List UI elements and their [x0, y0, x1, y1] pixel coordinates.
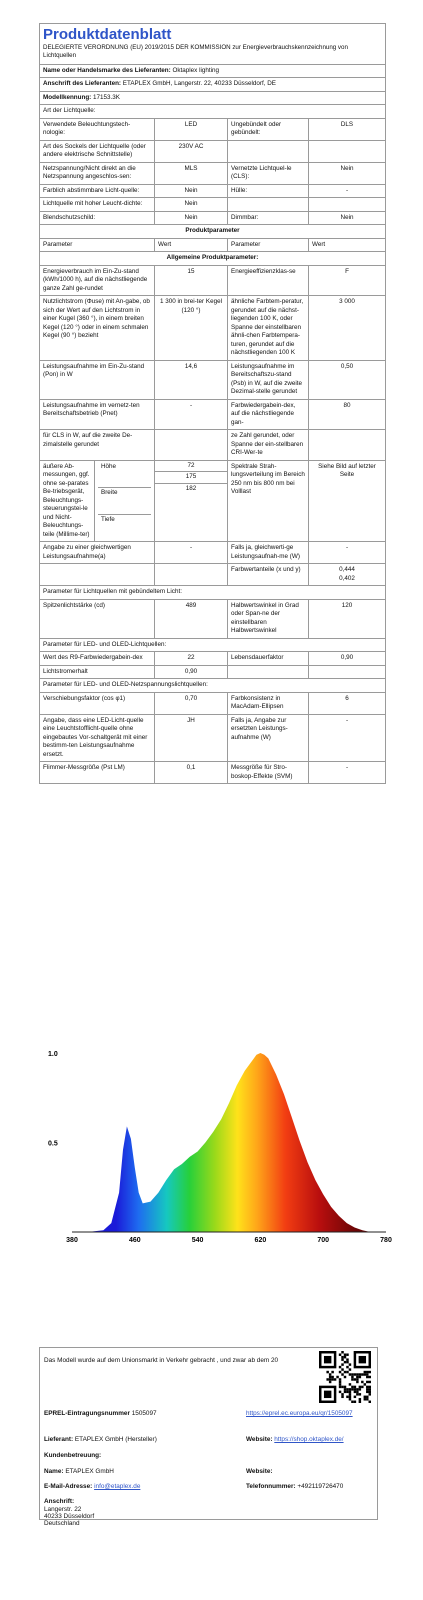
- focused-header: Parameter für Lichtquellen mit gebündeltem Licht:: [40, 585, 385, 599]
- param-label-2: Farbwiedergabein-dex, auf die nächstliegende gan-: [227, 400, 308, 430]
- dim-depth-value: 182: [155, 483, 227, 495]
- param-label: Verschiebungsfaktor (cos φ1): [43, 694, 126, 702]
- x-tick-label: 700: [317, 1237, 330, 1244]
- service-label: Kundenbetreuung:: [44, 1452, 102, 1459]
- focused-param-row: [40, 599, 385, 638]
- registration-card: [39, 1347, 378, 1527]
- param-label: Wert des R9-Farbwiedergabein-dex: [43, 654, 143, 662]
- mains-rows: [40, 692, 385, 784]
- param-value-2: 80: [308, 400, 385, 430]
- param-value: 489: [154, 600, 227, 638]
- col-value-2: Wert: [308, 239, 385, 252]
- mains-header: Parameter für LED- und OLED-Netzspannungslichtquellen:: [40, 678, 385, 692]
- mains-param-row: [40, 692, 385, 714]
- param-label-2: [227, 666, 308, 679]
- type-row: [40, 197, 385, 211]
- email-row: E-Mail-Adresse: info@etaplex.de: [44, 1483, 141, 1490]
- param-label: Netzspannung/Nicht direkt an die Netzspannung angeschlos-sen:: [43, 164, 136, 181]
- equiv-row: [40, 563, 385, 585]
- param-value: 0,1: [154, 762, 227, 783]
- param-value-2: -: [308, 762, 385, 783]
- qr-code-icon[interactable]: [319, 1351, 371, 1403]
- dimensions-row: [40, 460, 385, 542]
- param-label: Blendschutzschild:: [43, 213, 96, 221]
- name-row: Name: ETAPLEX GmbH: [44, 1468, 114, 1475]
- param-value-2: 120: [308, 600, 385, 638]
- param-value-2: [308, 198, 385, 211]
- param-value: MLS: [154, 163, 227, 184]
- param-label-2: [227, 198, 308, 211]
- dim-height-value: 72: [187, 461, 195, 469]
- param-label: Art des Sockels der Lichtquelle (oder andere elektrische Schnittstelle): [43, 142, 146, 159]
- param-value-2: -: [308, 185, 385, 198]
- param-value-2: F: [308, 266, 385, 296]
- param-label: Angabe, dass eine LED-Licht-quelle eine Leuchtstofflicht-quelle ohne eingebautes Vor-schaltgerät mit einer bestimm-ten Leistungsaufnahme ersetzt.: [43, 716, 148, 758]
- param-label: Nutzlichtstrom (Φuse) mit An-gabe, ob sich der Wert auf den Lichtstrom in einer Kugel (360 °), in einem breiten Kegel (120 °) oder in einem schmalen Kegel (90 °) bezieht: [43, 298, 150, 340]
- eprel-row: EPREL-Eintragungsnummer 1505097: [44, 1410, 157, 1417]
- general-param-row: [40, 429, 385, 460]
- param-label-2: Farbwertanteile (x und y): [227, 564, 308, 585]
- param-label-2: Vernetzte Lichtquel-le (CLS):: [227, 163, 308, 184]
- x-tick-label: 460: [128, 1237, 141, 1244]
- general-param-row: [40, 295, 385, 360]
- param-value: Nein: [154, 185, 227, 198]
- param-label-2: ähnliche Farbtem-peratur, gerundet auf die nächst-liegenden 100 K, oder Spanne der einstellbaren ähnli-chen Farbtempera-turen, gerundet auf die nächstliegenden 100 K: [227, 296, 308, 360]
- type-row: [40, 184, 385, 198]
- param-value: [154, 564, 227, 585]
- led-param-row: [40, 665, 385, 679]
- x-tick-label: 620: [254, 1237, 267, 1244]
- param-label-2: Halbwertswinkel in Grad oder Span-ne der einstellbaren Halbwertswinkel: [227, 600, 308, 638]
- param-value-2: [308, 430, 385, 460]
- param-value: 22: [154, 652, 227, 665]
- dim-height-label: Höhe: [101, 462, 117, 470]
- param-value-2: 6: [308, 693, 385, 714]
- dim-width-label: Breite: [98, 487, 151, 514]
- param-value: LED: [154, 119, 227, 140]
- spectral-distribution-chart: [40, 1045, 390, 1260]
- param-label: Energieverbrauch im Ein-Zu-stand (kWh/1000 h), auf die nächstliegende ganze Zahl ge-rundet: [43, 267, 148, 292]
- general-param-row: [40, 265, 385, 296]
- phone-row: Telefonnummer: +492119726470: [246, 1483, 344, 1490]
- param-value: JH: [154, 715, 227, 762]
- param-label-2: Lebensdauerfaktor: [227, 652, 308, 665]
- website-row: Website: https://shop.oktaplex.de/: [246, 1436, 344, 1443]
- param-value-2: -: [308, 542, 385, 563]
- col-parameter-2: Parameter: [227, 239, 308, 252]
- website2-label: Website:: [246, 1468, 273, 1475]
- param-value: 15: [154, 266, 227, 296]
- mains-param-row: [40, 761, 385, 783]
- address-label: Anschrift:: [44, 1498, 75, 1505]
- param-label-2: Falls ja, Angabe zur ersetzten Leistungs-aufnahme (W): [227, 715, 308, 762]
- param-label: Angabe zu einer gleichwertigen Leistungsaufnahme(a): [43, 544, 131, 560]
- address-line-1: Langerstr. 22: [44, 1506, 82, 1513]
- param-value: -: [154, 400, 227, 430]
- param-value: 0,90: [154, 666, 227, 679]
- spectrum-area: [88, 1053, 371, 1232]
- param-value-2: 0,444 0,402: [308, 564, 385, 585]
- model-row: Modellkennung: 17153.3K: [40, 91, 385, 105]
- param-label-2: Messgröße für Stro-boskop-Effekte (SVM): [227, 762, 308, 783]
- type-row: [40, 140, 385, 162]
- param-label-2: ze Zahl gerundet, oder Spanne der ein-stellbaren CRI-Wer-te: [227, 430, 308, 460]
- param-label-2: Dimmbar:: [227, 212, 308, 225]
- param-value: 230V AC: [154, 141, 227, 162]
- address-line-3: Deutschland: [44, 1520, 80, 1527]
- param-label-2: Falls ja, gleichwerti-ge Leistungsaufnah-me (W): [227, 542, 308, 563]
- sheet-title: Produktdatenblatt: [43, 26, 172, 43]
- focused-rows: [40, 599, 385, 638]
- general-param-row: [40, 399, 385, 430]
- param-label-2: Hülle:: [227, 185, 308, 198]
- param-value-2: [308, 666, 385, 679]
- param-value: -: [154, 542, 227, 563]
- param-label: Leistungsaufnahme im Ein-Zu-stand (Pon) in W: [43, 362, 145, 379]
- param-value-2: Nein: [308, 212, 385, 225]
- param-label: Verwendete Beleuchtungstech-nologie:: [43, 120, 131, 137]
- param-value-2: Nein: [308, 163, 385, 184]
- type-row: [40, 118, 385, 140]
- param-label: Flimmer-Messgröße (Pst LM): [43, 764, 125, 772]
- mains-param-row: [40, 714, 385, 762]
- param-value: Nein: [154, 198, 227, 211]
- param-value: Nein: [154, 212, 227, 225]
- param-label-2: [227, 141, 308, 162]
- type-rows: [40, 118, 385, 225]
- x-tick-label: 540: [191, 1237, 204, 1244]
- param-value-2: -: [308, 715, 385, 762]
- general-param-row: [40, 360, 385, 399]
- x-tick-label: 380: [66, 1237, 78, 1244]
- dimensions-names: [94, 461, 154, 542]
- param-label-2: Energieeffizienzklas-se: [227, 266, 308, 296]
- param-value-2: 0,50: [308, 361, 385, 399]
- param-label: Lichtquelle mit hoher Leucht-dichte:: [43, 200, 143, 208]
- equiv-row: [40, 541, 385, 563]
- col-parameter: Parameter: [43, 240, 73, 248]
- param-value-2: 3 000: [308, 296, 385, 360]
- param-label-2: Farbkonsistenz in MacAdam-Ellipsen: [227, 693, 308, 714]
- y-tick-label: 0.5: [48, 1140, 58, 1148]
- supplier-row: Lieferant: ETAPLEX GmbH (Hersteller): [44, 1436, 157, 1443]
- eprel-link[interactable]: https://eprel.ec.europa.eu/qr/1505097: [246, 1410, 353, 1417]
- dimensions-label: äußere Ab-messungen, ggf. ohne se-parates Be-triebsgerät, Beleuchtungs-steuerungstei-le und Nicht-Beleuchtungs-teile (Millime-ter): [43, 462, 90, 538]
- col-value: Wert: [154, 239, 227, 252]
- param-value-2: 0,90: [308, 652, 385, 665]
- param-label-2: Leistungsaufnahme im Bereitschaftszu-stand (Psb) in W, auf die zweite Dezimal-stelle gerundet: [227, 361, 308, 399]
- supplier-name-row: Name oder Handelsmarke des Lieferanten: Oktaplex lighting: [40, 64, 385, 78]
- dim-width-value: 175: [155, 471, 227, 483]
- param-label: Lichtstromerhalt: [43, 667, 88, 675]
- led-param-row: [40, 651, 385, 665]
- x-tick-label: 780: [380, 1237, 392, 1244]
- y-tick-label: 1.0: [48, 1051, 58, 1058]
- params-header: Produktparameter: [40, 224, 385, 238]
- website-link[interactable]: https://shop.oktaplex.de/: [274, 1436, 344, 1443]
- product-datasheet: [39, 23, 386, 784]
- led-header: Parameter für LED- und OLED-Lichtquellen:: [40, 638, 385, 652]
- general-header: Allgemeine Produktparameter:: [40, 251, 385, 265]
- param-label: [40, 564, 154, 585]
- type-row: [40, 211, 385, 225]
- param-label: Spitzenlichtstärke (cd): [43, 601, 105, 609]
- param-label: Farblich abstimmbare Licht-quelle:: [43, 186, 140, 194]
- param-value-2: DLS: [308, 119, 385, 140]
- param-value: [154, 430, 227, 460]
- address-line-2: 40233 Düsseldorf: [44, 1513, 95, 1520]
- dim-depth-label: Tiefe: [98, 514, 151, 541]
- regulation-subtitle: DELEGIERTE VERORDNUNG (EU) 2019/2015 DER KOMMISSION zur Energieverbrauchskennzeichnung von Lichtquellen: [43, 44, 348, 60]
- params-column-headers: [40, 238, 385, 252]
- param-value: 1 300 in brei-ter Kegel (120 °): [154, 296, 227, 360]
- email-link[interactable]: info@etaplex.de: [94, 1483, 141, 1490]
- spectral-value: Siehe Bild auf letzter Seite: [308, 461, 385, 542]
- param-value-2: [308, 141, 385, 162]
- type-header: Art der Lichtquelle:: [40, 104, 385, 118]
- type-row: [40, 162, 385, 184]
- dimensions-cell: [40, 461, 154, 542]
- supplier-address-row: Anschrift des Lieferanten: ETAPLEX GmbH, Langerstr. 22, 40233 Düsseldorf, DE: [40, 77, 385, 91]
- param-value: 14,6: [154, 361, 227, 399]
- param-label: Leistungsaufnahme im vernetz-ten Bereitschaftsbetrieb (Pnet): [43, 401, 140, 418]
- equiv-rows: [40, 541, 385, 585]
- param-label: für CLS in W, auf die zweite De-zimalstelle gerundet: [43, 432, 133, 448]
- general-rows: [40, 265, 385, 460]
- market-text: Das Modell wurde auf dem Unionsmarkt in Verkehr gebracht , und zwar ab dem 20: [44, 1357, 279, 1364]
- param-label-2: Ungebündelt oder gebündelt:: [227, 119, 308, 140]
- param-value: 0,70: [154, 693, 227, 714]
- dimensions-values: [154, 461, 227, 542]
- spectral-label: Spektrale Strah-lungsverteilung im Bereich 250 nm bis 800 nm bei Volllast: [227, 461, 308, 542]
- led-rows: [40, 651, 385, 678]
